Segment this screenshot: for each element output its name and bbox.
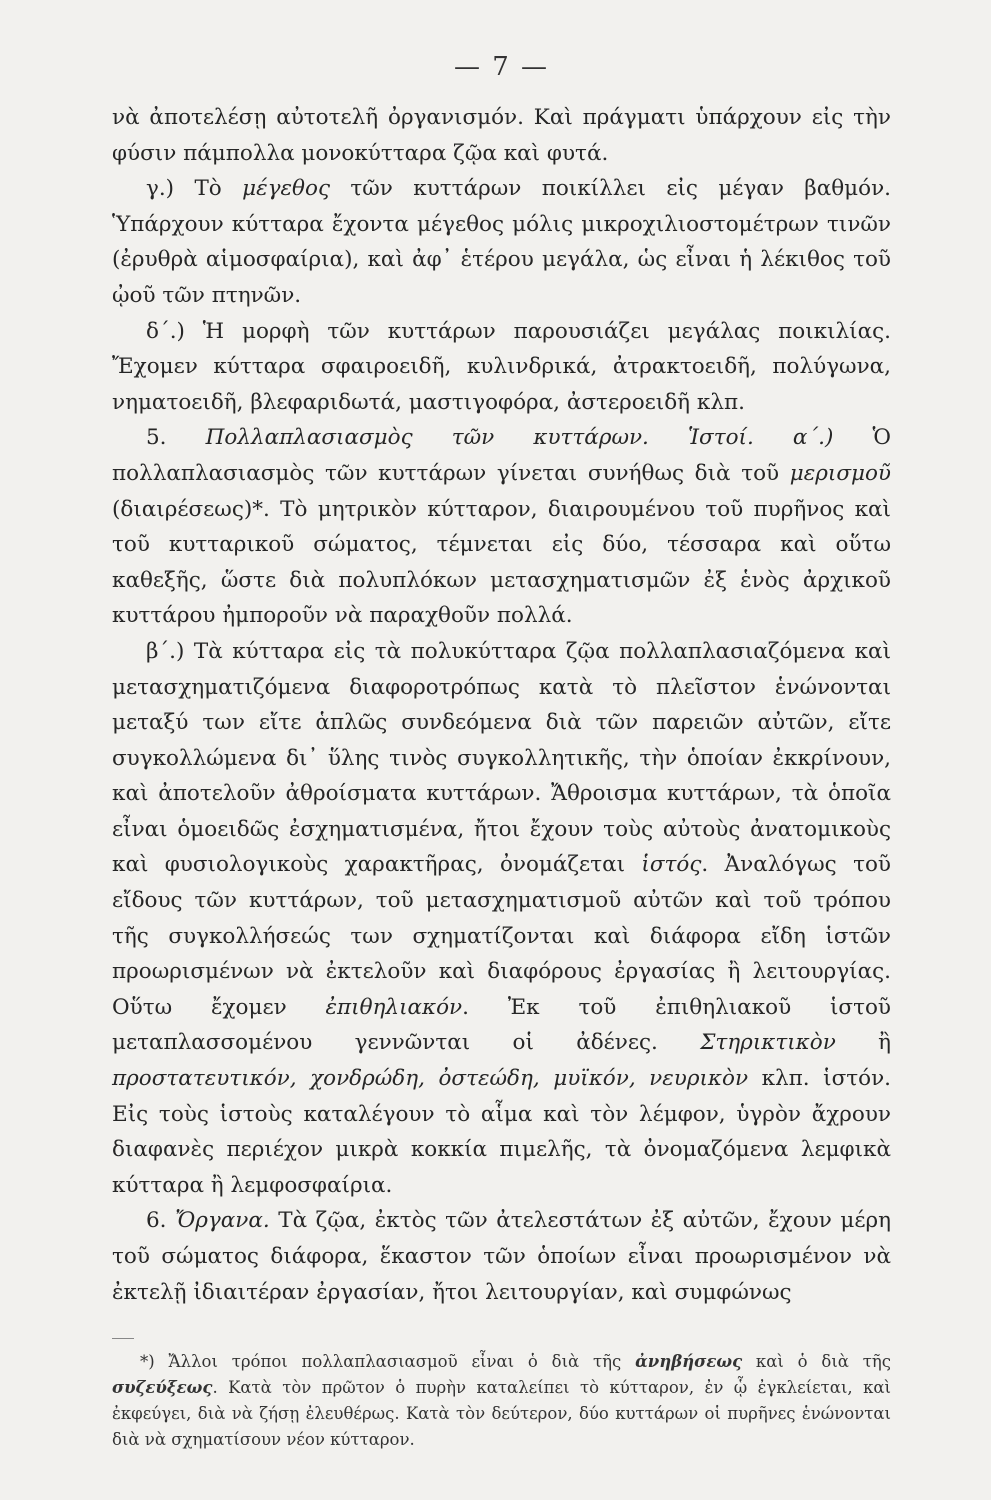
paragraph-continuation: νὰ ἀποτελέσῃ αὐτοτελῆ ὀργανισμόν. Καὶ πράγματι ὑπάρχουν εἰς τὴν φύσιν πάμπολλα μονοκύτταρα ζῷα καὶ φυτά. xyxy=(112,105,891,166)
tissue-types-term: προστατευτικόν, χονδρώδη, ὀστεώδη, μυϊκόν, νευρικὸν xyxy=(112,1066,749,1092)
supportive-term: Στηρικτικὸν xyxy=(700,1030,836,1056)
section-5-text-2: (διαιρέσεως)*. Τὸ μητρικὸν κύτταρον, διαιρουμένου τοῦ πυρῆνος καὶ τοῦ κυτταρικοῦ σώματος, τέμνεται εἰς δύο, τέσσαρα καὶ οὕτω καθεξῆς, ὥστε διὰ πολυπλόκων μετασχηματισμῶν ἐξ ἑνὸς ἀρχικοῦ κυττάρου ἠμποροῦν νὰ παραχθοῦν πολλά. xyxy=(112,496,891,629)
section-6-number: 6. xyxy=(146,1208,176,1234)
footnote-text-3: . Κατὰ τὸν πρῶτον ὁ πυρὴν καταλείπει τὸ κύτταρον, ἐν ᾧ ἐγκλείεται, καὶ ἐκφεύγει, διὰ νὰ ζήσῃ ἐλευθέρως. Κατὰ τὸν δεύτερον, δύο κυττάρων οἱ πυρῆνες ἑνώνονται διὰ νὰ σχηματίσουν νέον κύτταρον. xyxy=(112,1378,891,1450)
section-5-heading: Πολλαπλασιασμὸς τῶν κυττάρων. Ἱστοί. α΄.) xyxy=(205,425,834,451)
tissues-text-1: β΄.) Τὰ κύτταρα εἰς τὰ πολυκύτταρα ζῷα πολλαπλασιαζόμενα καὶ μετασχηματιζόμενα διαφοροτρόπως κατὰ τὸ πλεῖστον ἑνώνονται μεταξύ των εἴτε ἁπλῶς συνδεόμενα διὰ τῶν παρειῶν αὐτῶν, εἴτε συγκολλώμενα δι᾽ ὕλης τινὸς συγκολλητικῆς, τὴν ὁποίαν ἐκκρίνουν, καὶ ἀποτελοῦν ἀθροίσματα κυττάρων. Ἄθροισμα κυττάρων, τὰ ὁποῖα εἶναι ὁμοειδῶς ἐσχηματισμένα, ἤτοι ἔχουν τοὺς αὐτοὺς ἀνατομικοὺς καὶ φυσιολογικοὺς χαρακτῆρας, ὀνομάζεται xyxy=(112,638,891,878)
epithelial-term: ἐπιθηλιακόν xyxy=(325,994,463,1020)
footnote xyxy=(112,1349,891,1453)
division-term: μερισμοῦ xyxy=(789,460,891,486)
size-text: τῶν κυττάρων ποικίλλει εἰς μέγαν βαθμόν. Ὑπάρχουν κύτταρα ἔχοντα μέγεθος μόλις μικροχιλιοστομέτρων τινῶν (ἐρυθρὰ αἱμοσφαίρια), καὶ ἀφ᾽ ἑτέρου μεγάλα, ὡς εἶναι ἡ λέκιθος τοῦ ᾠοῦ τῶν πτηνῶν. xyxy=(112,176,891,308)
paragraph-multiplication xyxy=(112,420,891,634)
footnote-term-2: συζεύξεως xyxy=(112,1378,213,1398)
tissues-text-5: κλπ. ἱστόν. Εἰς τοὺς ἱστοὺς καταλέγουν τὸ αἷμα καὶ τὸν λέμφον, ὑγρὸν ἄχρουν διαφανὲς περιέχον μικρὰ κοκκία πιμελῆς, τὰ ὀνομαζόμενα λεμφικὰ κύτταρα ἢ λεμφοσφαίρια. xyxy=(112,1066,891,1198)
footnote-term-1: ἀνηβήσεως xyxy=(635,1352,743,1372)
size-label: γ.) Τὸ xyxy=(146,176,243,202)
footnote-paragraph xyxy=(112,1349,891,1453)
footnote-text-1: Ἄλλοι τρόποι πολλαπλασιασμοῦ εἶναι ὁ διὰ τῆς xyxy=(168,1352,636,1372)
tissues-text-3: . Ἐκ τοῦ ἐπιθηλιακοῦ ἱστοῦ μεταπλασσομένου γεννῶνται οἱ ἀδένες. xyxy=(112,994,892,1056)
main-text xyxy=(112,100,891,1310)
paragraph-tissues xyxy=(112,634,891,1204)
tissues-text-2: . Ἀναλόγως τοῦ εἴδους τῶν κυττάρων, τοῦ μετασχηματισμοῦ αὐτῶν καὶ τοῦ τρόπου τῆς συγκολλήσεώς των σχηματίζονται καὶ διάφορα εἴδη ἱστῶν προωρισμένων νὰ ἐκτελοῦν καὶ διαφόρους ἐργασίας ἢ λειτουργίας. Οὕτω ἔχομεν xyxy=(112,852,891,1020)
footnote-marker: *) xyxy=(140,1352,169,1372)
paragraph-size xyxy=(112,171,891,313)
tissue-term: ἱστός xyxy=(641,852,702,878)
section-6-heading: Ὄργανα. xyxy=(175,1208,270,1234)
section-5-text-1: Ὁ πολλαπλασιασμὸς τῶν κυττάρων γίνεται συνήθως διὰ τοῦ xyxy=(112,425,891,486)
section-6-text: Τὰ ζῷα, ἐκτὸς τῶν ἀτελεστάτων ἐξ αὐτῶν, ἔχουν μέρη τοῦ σώματος διάφορα, ἕκαστον τῶν ὁποίων εἶναι προωρισμένον νὰ ἐκτελῇ ἰδιαιτέραν ἐργασίαν, ἤτοι λειτουργίαν, καὶ συμφώνως xyxy=(112,1208,891,1305)
footnote-divider xyxy=(112,1338,134,1339)
footnote-text-2: καὶ ὁ διὰ τῆς xyxy=(742,1352,891,1372)
section-5-number: 5. xyxy=(146,425,206,451)
paragraph-organs xyxy=(112,1203,891,1310)
page-number: — 7 — xyxy=(453,52,550,82)
paragraph-shape: δ΄.) Ἡ μορφὴ τῶν κυττάρων παρουσιάζει μεγάλας ποικιλίας. Ἔχομεν κύτταρα σφαιροειδῆ, κυλινδρικά, ἀτρακτοειδῆ, πολύγωνα, νηματοειδῆ, βλεφαριδωτά, μαστιγοφόρα, ἀστεροειδῆ κλπ. xyxy=(112,318,891,415)
size-term: μέγεθος xyxy=(242,176,330,202)
tissues-text-4: ἢ xyxy=(835,1030,891,1056)
